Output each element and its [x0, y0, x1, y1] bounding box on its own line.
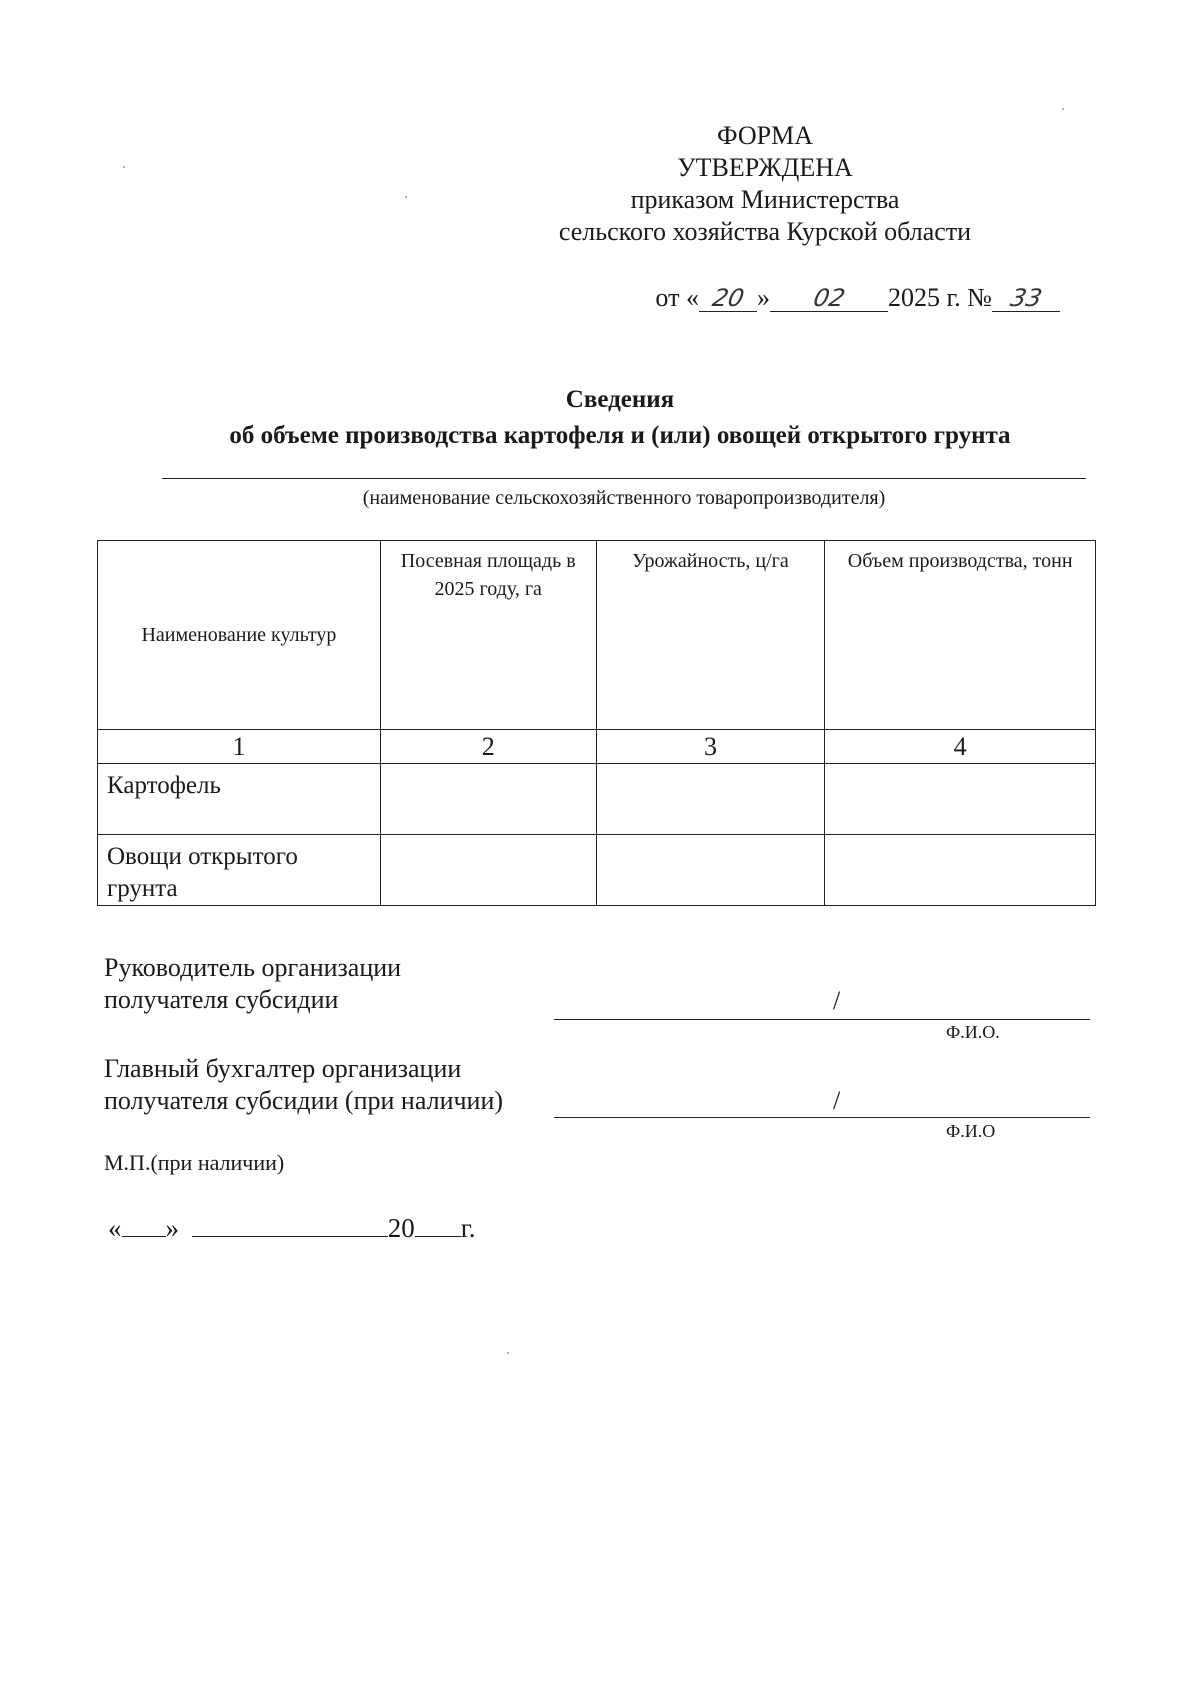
title-line-1: Сведения	[565, 386, 675, 413]
accountant-fio-caption: Ф.И.О	[946, 1121, 996, 1141]
date-century: 20	[387, 1213, 415, 1243]
column-number: 3	[596, 730, 825, 764]
accountant-label-line-1: Главный бухгалтер организации	[104, 1054, 462, 1083]
producer-name-line	[162, 478, 1086, 479]
approval-form-label: ФОРМА	[717, 121, 813, 150]
date-close-quote: »	[165, 1213, 179, 1243]
producer-name-caption: (наименование сельскохозяйственного товаропроизводителя)	[362, 487, 886, 509]
scan-speck	[405, 196, 407, 198]
column-number: 4	[825, 730, 1096, 764]
header-production-volume	[825, 541, 1096, 730]
order-day-field: 20	[699, 285, 757, 312]
crop-name-cell: Картофель	[98, 764, 381, 835]
date-day-field[interactable]	[122, 1212, 166, 1237]
table-row	[98, 764, 1096, 835]
order-number-field: 33	[992, 285, 1060, 312]
order-mid: »	[756, 283, 770, 312]
approval-ministry-label: сельского хозяйства Курской области	[558, 217, 972, 246]
header-sown-area-text: Посевная площадь в 2025 году, га	[400, 550, 576, 600]
column-number: 2	[380, 730, 596, 764]
signing-date-line	[108, 1212, 476, 1244]
accountant-signature-label	[104, 1053, 503, 1117]
stamp-place-label: М.П.(при наличии)	[104, 1150, 285, 1175]
date-suffix: г.	[460, 1213, 476, 1243]
title-line-2: об объеме производства картофеля и (или) овощей открытого грунта	[229, 422, 1011, 449]
order-year: 2025 г. №	[887, 283, 992, 312]
table-column-numbers	[98, 730, 1096, 764]
header-production-volume-text: Объем производства, тонн	[847, 550, 1073, 572]
approval-block	[535, 120, 995, 248]
date-year-field[interactable]	[415, 1212, 461, 1237]
scan-speck	[123, 166, 125, 168]
head-signature-slash: /	[833, 986, 841, 1015]
table-header-row	[98, 541, 1096, 730]
yield-cell[interactable]	[596, 764, 825, 835]
crop-name-cell	[98, 835, 381, 906]
sown-area-cell[interactable]	[380, 835, 596, 906]
accountant-signature-slash: /	[833, 1086, 841, 1115]
order-prefix: от «	[655, 283, 699, 312]
header-sown-area	[380, 541, 596, 730]
head-signature-line[interactable]	[554, 1019, 1090, 1020]
header-yield: Урожайность, ц/га	[596, 541, 825, 730]
header-crop-name: Наименование культур	[98, 541, 381, 730]
production-table	[97, 540, 1096, 906]
order-date-number	[655, 283, 1060, 313]
head-signature-label	[104, 952, 401, 1016]
yield-cell[interactable]	[596, 835, 825, 906]
crop-name-text: Овощи открытого грунта	[107, 843, 298, 902]
table-row	[98, 835, 1096, 906]
scan-speck	[507, 1352, 509, 1354]
date-month-field[interactable]	[192, 1212, 388, 1237]
date-open-quote: «	[108, 1213, 122, 1243]
sown-area-cell[interactable]	[380, 764, 596, 835]
accountant-label-line-2: получателя субсидии (при наличии)	[104, 1086, 504, 1115]
head-label-line-1: Руководитель организации	[104, 953, 402, 982]
document-title	[0, 382, 1200, 454]
head-label-line-2: получателя субсидии	[104, 985, 339, 1014]
scan-speck	[1062, 108, 1064, 110]
accountant-signature-line[interactable]	[554, 1117, 1090, 1118]
head-fio-caption: Ф.И.О.	[946, 1022, 1000, 1042]
production-volume-cell[interactable]	[825, 835, 1096, 906]
approval-approved-label: УТВЕРЖДЕНА	[677, 153, 853, 182]
approval-order-label: приказом Министерства	[630, 185, 900, 214]
order-month-field: 02	[770, 285, 888, 312]
column-number: 1	[98, 730, 381, 764]
production-volume-cell[interactable]	[825, 764, 1096, 835]
